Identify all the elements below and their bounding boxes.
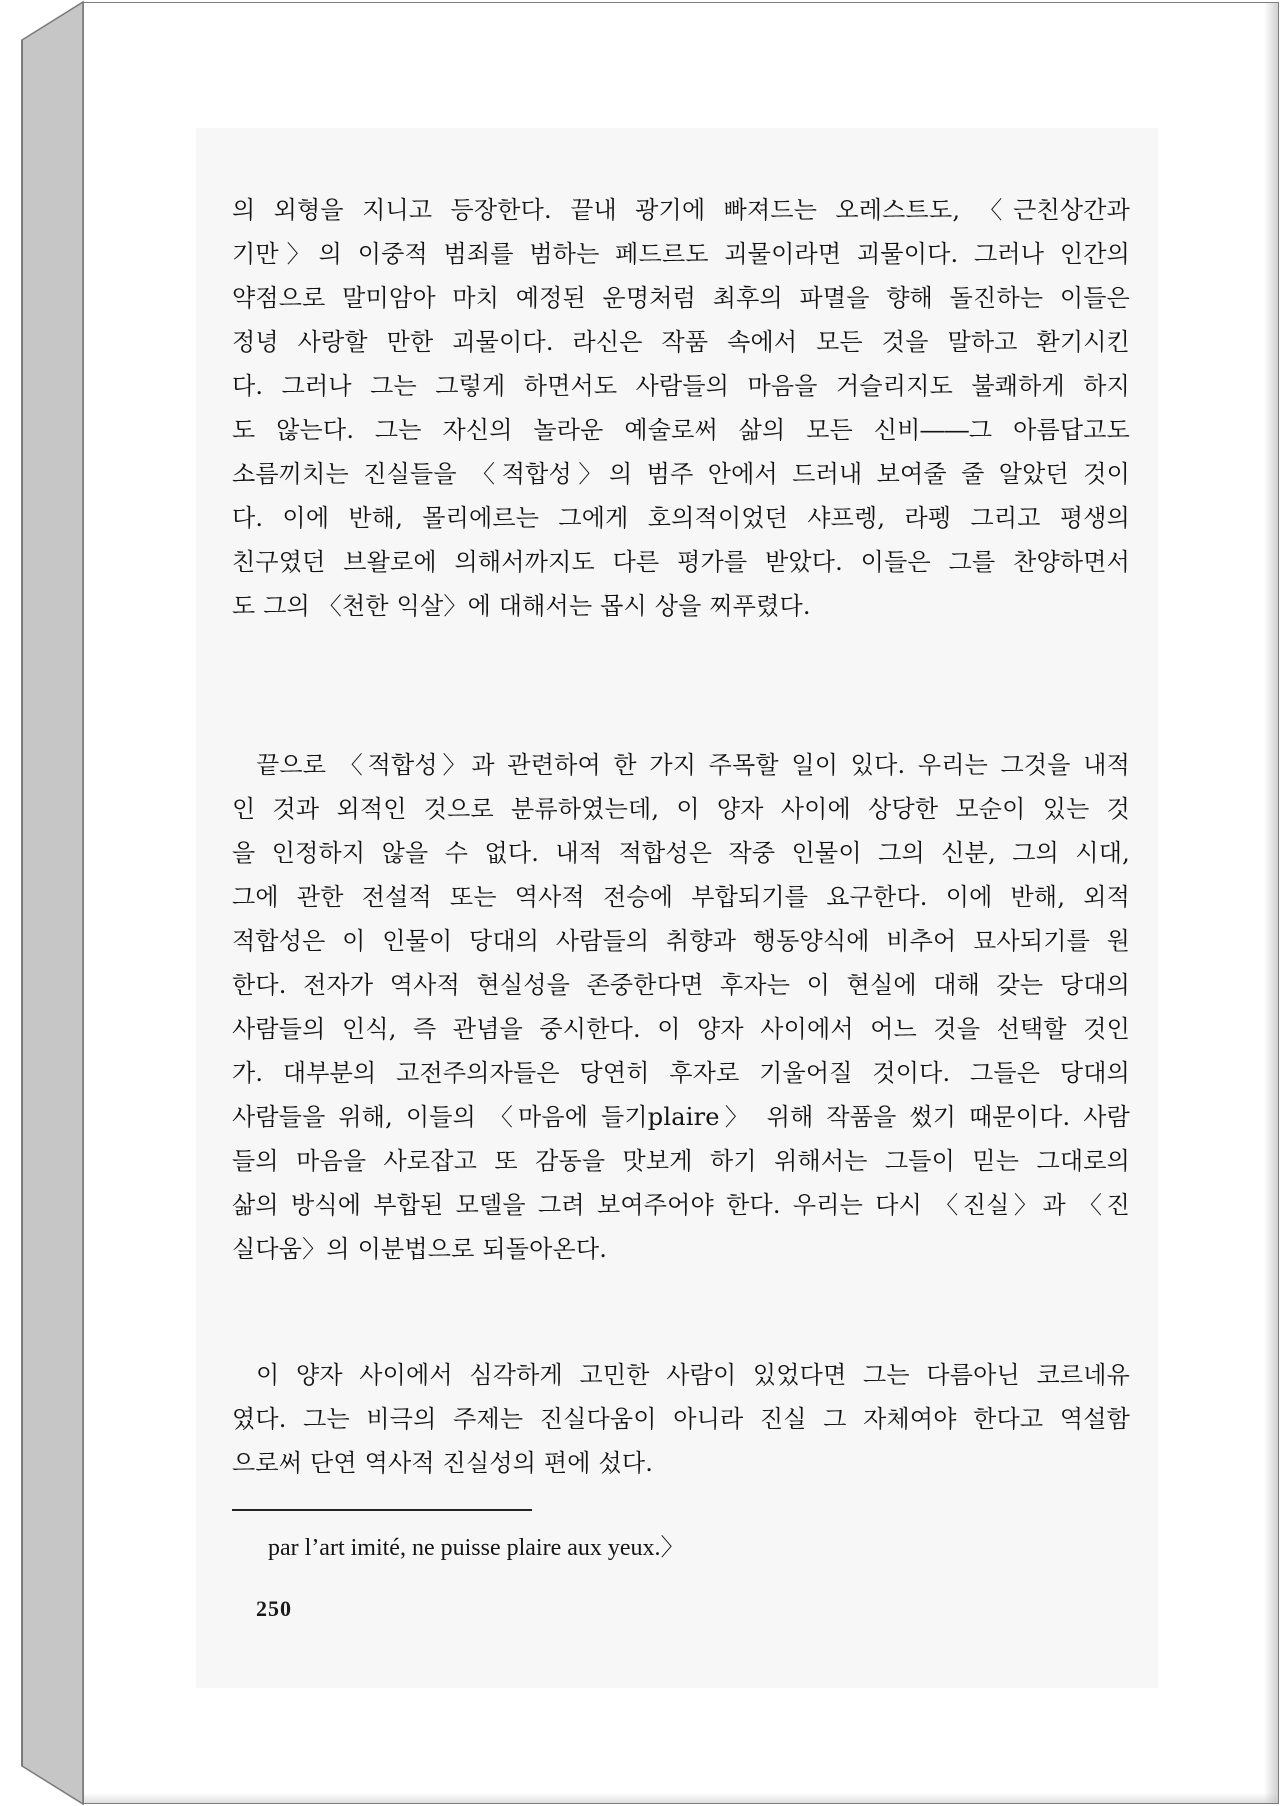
text-line: 였다. 그는 비극의 주제는 진실다움이 아니라 진실 그 자체여야 한다고 역설함 xyxy=(232,1405,1130,1433)
page-number: 250 xyxy=(256,1596,292,1621)
text-line: 사람들의 인식, 즉 관념을 중시한다. 이 양자 사이에서 어느 것을 선택할 것인 xyxy=(232,1015,1130,1043)
text-line: 으로써 단연 역사적 진실성의 편에 섰다. xyxy=(232,1449,654,1477)
text-line: 다. 그러나 그는 그렇게 하면서도 사람들의 마음을 거슬리지도 불쾌하게 하지 xyxy=(232,372,1130,400)
text-line: 들의 마음을 사로잡고 또 감동을 맛보게 하기 위해서는 그들이 믿는 그대로의 xyxy=(232,1147,1130,1175)
text-line: 의 외형을 지니고 등장한다. 끝내 광기에 빠져드는 오레스트도, 〈근친상간과 xyxy=(232,196,1130,224)
text-line: 그에 관한 전설적 또는 역사적 전승에 부합되기를 요구한다. 이에 반해, 외적 xyxy=(232,883,1130,911)
page-edge-shadow xyxy=(1264,3,1278,1803)
text-line: 끝으로 〈적합성〉과 관련하여 한 가지 주목할 일이 있다. 우리는 그것을 내적 xyxy=(256,751,1130,779)
text-line: 약점으로 말미암아 마치 예정된 운명처럼 최후의 파멸을 향해 돌진하는 이들은 xyxy=(232,284,1130,312)
text-line: 적합성은 이 인물이 당대의 사람들의 취향과 행동양식에 비추어 묘사되기를 원 xyxy=(232,927,1130,955)
text-line: 실다움〉의 이분법으로 되돌아온다. xyxy=(232,1235,608,1263)
text-line: 이 양자 사이에서 심각하게 고민한 사람이 있었다면 그는 다름아닌 코르네유 xyxy=(256,1361,1130,1389)
text-line: 을 인정하지 않을 수 없다. 내적 적합성은 작중 인물이 그의 신분, 그의 시대, xyxy=(232,839,1130,867)
paragraph-3 xyxy=(232,1353,1130,1485)
text-line: 기만〉의 이중적 범죄를 범하는 페드르도 괴물이라면 괴물이다. 그러나 인간의 xyxy=(232,240,1130,268)
text-line: 삶의 방식에 부합된 모델을 그려 보여주어야 한다. 우리는 다시 〈진실〉과 〈진 xyxy=(232,1191,1130,1219)
paragraph-2 xyxy=(232,743,1130,1271)
text-line: 소름끼치는 진실들을 〈적합성〉의 범주 안에서 드러내 보여줄 줄 알았던 것이 xyxy=(232,460,1130,488)
footnote-text: par l’art imité, ne puisse plaire aux yeux.〉 xyxy=(268,1535,685,1561)
text-line: 인 것과 외적인 것으로 분류하였는데, 이 양자 사이에 상당한 모순이 있는 것 xyxy=(232,795,1130,823)
text-line: 사람들을 위해, 이들의 〈마음에 들기plaire〉 위해 작품을 썼기 때문이다. 사람 xyxy=(232,1103,1130,1131)
page-bottom-shadow xyxy=(84,1793,1278,1803)
text-line: 정녕 사랑할 만한 괴물이다. 라신은 작품 속에서 모든 것을 말하고 환기시킨 xyxy=(232,328,1130,356)
paragraph-1 xyxy=(232,188,1130,628)
text-line: 도 않는다. 그는 자신의 놀라운 예술로써 삶의 모든 신비――그 아름답고도 xyxy=(232,416,1130,444)
footnote-divider xyxy=(232,1509,532,1511)
text-line: 도 그의 〈천한 익살〉에 대해서는 몹시 상을 찌푸렸다. xyxy=(232,592,811,620)
text-line: 친구였던 브왈로에 의해서까지도 다른 평가를 받았다. 이들은 그를 찬양하면서 xyxy=(232,548,1130,576)
text-line: 다. 이에 반해, 몰리에르는 그에게 호의적이었던 샤프렝, 라펭 그리고 평생의 xyxy=(232,504,1130,532)
text-line: 한다. 전자가 역사적 현실성을 존중한다면 후자는 이 현실에 대해 갖는 당대의 xyxy=(232,971,1130,999)
text-line: 가. 대부분의 고전주의자들은 당연히 후자로 기울어질 것이다. 그들은 당대의 xyxy=(232,1059,1130,1087)
